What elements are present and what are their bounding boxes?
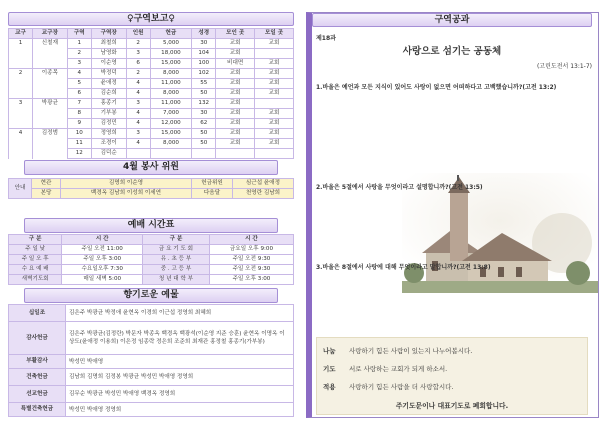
report-cell: 김정범 xyxy=(32,129,67,139)
lesson-number: 제18과 xyxy=(316,35,336,42)
report-header-cell: 구역장 xyxy=(91,29,126,39)
report-cell: 3 xyxy=(126,129,150,139)
report-cell: 3 xyxy=(67,59,91,69)
report-cell: 8,000 xyxy=(150,89,192,99)
offering-value: 김은주 박광균(김정란) 박문자 박종옥 백경옥 백광석(이순영 지준 승훈) 윤현옥 이명옥 이상도(윤애정 이용희) 이은정 임종락 정은희 조준희 최재관 홍정철 홍종기(가부봉) xyxy=(66,322,294,355)
worship-header-row xyxy=(9,235,294,245)
report-cell: 교회 xyxy=(216,109,255,119)
offering-value: 김은주 박광균 박정애 윤현옥 이경희 이근섭 정영희 최혜희 xyxy=(66,305,294,322)
report-cell: 8 xyxy=(67,109,91,119)
report-cell: 7 xyxy=(67,99,91,109)
offering-label: 부활감사 xyxy=(9,355,66,369)
report-cell: 50 xyxy=(192,89,216,99)
worship-cell: 주일 오전 11:00 xyxy=(62,245,143,255)
share-label: 기도 xyxy=(323,365,336,373)
report-cell xyxy=(32,139,67,149)
report-cell: 11 xyxy=(67,139,91,149)
report-cell: 8,000 xyxy=(150,69,192,79)
report-cell xyxy=(32,79,67,89)
report-cell: 정영희 xyxy=(91,129,126,139)
report-header-cell: 인원 xyxy=(126,29,150,39)
report-cell: 8,000 xyxy=(150,139,192,149)
worship-title: 예배 시간표 xyxy=(24,218,278,233)
report-cell: 50 xyxy=(192,129,216,139)
report-cell: 5,000 xyxy=(150,39,192,49)
report-cell: 2 xyxy=(126,69,150,79)
report-cell xyxy=(9,49,33,59)
offering-row xyxy=(9,403,294,417)
report-cell: 교회 xyxy=(255,89,294,99)
worship-row xyxy=(9,255,294,265)
worship-cell: 금 요 기 도 회 xyxy=(143,245,210,255)
report-cell xyxy=(255,99,294,109)
worship-cell: 주일 오전 9:30 xyxy=(209,265,293,275)
worship-cell: 금요일 오후 9:00 xyxy=(209,245,293,255)
offering-row xyxy=(9,355,294,369)
volunteer-cell: 백경옥 김남희 이성희 이세연 xyxy=(61,189,192,199)
report-cell xyxy=(9,109,33,119)
report-cell: 3 xyxy=(126,49,150,59)
worship-cell: 수 요 예 배 xyxy=(9,265,62,275)
report-cell: 4 xyxy=(67,69,91,79)
report-cell: 2 xyxy=(126,39,150,49)
report-cell xyxy=(126,149,150,159)
report-cell: 교회 xyxy=(255,139,294,149)
report-cell xyxy=(32,89,67,99)
report-row xyxy=(9,109,294,119)
report-cell: 김덕순 xyxy=(91,149,126,159)
report-cell: 박광균 xyxy=(32,99,67,109)
report-cell: 교회 xyxy=(255,109,294,119)
lesson-title: 구역공과 xyxy=(312,13,592,27)
report-cell xyxy=(192,149,216,159)
report-cell: 62 xyxy=(192,119,216,129)
report-cell: 1 xyxy=(9,39,33,49)
volunteer-cell: 본당 xyxy=(32,189,61,199)
report-cell: 교회 xyxy=(255,69,294,79)
report-cell: 30 xyxy=(192,109,216,119)
worship-cell: 중 . 고 등 부 xyxy=(143,265,210,275)
report-cell: 104 xyxy=(192,49,216,59)
offering-value: 김남희 김명희 김정봉 박광균 박성민 박애영 정영희 xyxy=(66,369,294,386)
report-cell xyxy=(9,89,33,99)
report-row xyxy=(9,129,294,139)
report-header-cell: 교구 xyxy=(9,29,33,39)
report-row xyxy=(9,59,294,69)
report-cell: 4 xyxy=(126,139,150,149)
report-cell xyxy=(9,119,33,129)
report-cell: 12 xyxy=(67,149,91,159)
report-cell: 김정민 xyxy=(91,119,126,129)
worship-table xyxy=(8,234,294,285)
report-row xyxy=(9,139,294,149)
lesson-heading: 사랑으로 섬기는 공동체 xyxy=(402,46,502,57)
report-cell: 교회 xyxy=(255,59,294,69)
share-box xyxy=(316,337,588,415)
closing-text: 주기도문이나 대표기도로 폐회합니다. xyxy=(395,402,509,410)
worship-cell: 주일 오후 3:00 xyxy=(209,275,293,285)
report-cell: 102 xyxy=(192,69,216,79)
guide-label: 안내 xyxy=(9,179,32,199)
report-cell xyxy=(216,149,255,159)
worship-cell: 청 년 대 학 부 xyxy=(143,275,210,285)
worship-cell: 매일 새벽 5:00 xyxy=(62,275,143,285)
report-header-cell: 구역 xyxy=(67,29,91,39)
report-cell xyxy=(9,149,33,159)
worship-cell: 주일 오후 3:00 xyxy=(62,255,143,265)
report-cell xyxy=(9,139,33,149)
report-cell: 55 xyxy=(192,79,216,89)
offering-value: 박성민 박애영 xyxy=(66,355,294,369)
report-cell: 4 xyxy=(9,129,33,139)
worship-cell: 주 일 낮 xyxy=(9,245,62,255)
report-cell: 이종목 xyxy=(32,69,67,79)
left-panel xyxy=(8,12,294,416)
report-cell xyxy=(9,79,33,89)
offering-row xyxy=(9,322,294,355)
worship-cell: 수요일오후 7:30 xyxy=(62,265,143,275)
report-cell: 교회 xyxy=(216,49,255,59)
report-header-cell: 모일 곳 xyxy=(255,29,294,39)
report-cell: 교회 xyxy=(255,119,294,129)
report-cell: 박정덕 xyxy=(91,69,126,79)
report-cell: 11,000 xyxy=(150,99,192,109)
worship-header-cell: 시 간 xyxy=(62,235,143,245)
report-cell: 15,000 xyxy=(150,59,192,69)
report-cell: 1 xyxy=(67,39,91,49)
report-cell: 132 xyxy=(192,99,216,109)
report-cell: 교회 xyxy=(216,69,255,79)
report-row xyxy=(9,79,294,89)
report-cell: 교회 xyxy=(216,139,255,149)
volunteer-row xyxy=(9,179,294,189)
report-cell xyxy=(32,149,67,159)
report-cell: 비대면 xyxy=(216,59,255,69)
worship-cell: 새벽기도회 xyxy=(9,275,62,285)
question-3: 3.바울은 8절에서 사랑에 대해 무엇이라고 말합니까?(고전 13:8) xyxy=(316,264,491,271)
report-cell: 2 xyxy=(9,69,33,79)
offering-table xyxy=(8,304,294,417)
volunteer-cell: 다음달 xyxy=(192,189,233,199)
lesson-reference: (고린도전서 13:1-7) xyxy=(536,63,592,70)
question-1: 1.바울은 예언과 모든 지식이 있어도 사랑이 없으면 어떠하다고 고백했습니까?(고전 13:2) xyxy=(316,84,557,91)
report-cell: 12,000 xyxy=(150,119,192,129)
volunteer-cell: 심근섭 윤애정 xyxy=(233,179,294,189)
worship-row xyxy=(9,265,294,275)
report-cell: 기부봉 xyxy=(91,109,126,119)
report-cell: 3 xyxy=(9,99,33,109)
report-cell: 18,000 xyxy=(150,49,192,59)
report-cell: 3 xyxy=(126,99,150,109)
report-cell: 100 xyxy=(192,59,216,69)
report-cell: 10 xyxy=(67,129,91,139)
worship-header-cell: 구 분 xyxy=(9,235,62,245)
report-cell: 윤애정 xyxy=(91,79,126,89)
report-cell: 교회 xyxy=(216,79,255,89)
worship-header-cell: 구 분 xyxy=(143,235,210,245)
report-cell: 김순희 xyxy=(91,89,126,99)
report-cell: 교회 xyxy=(216,39,255,49)
report-cell xyxy=(32,109,67,119)
worship-row xyxy=(9,245,294,255)
report-cell: 신철재 xyxy=(32,39,67,49)
question-2: 2.바울은 5절에서 사랑을 무엇이라고 설명합니까?(고전 13:5) xyxy=(316,184,483,191)
report-cell: 조경이 xyxy=(91,139,126,149)
volunteer-cell: 헌금위원 xyxy=(192,179,233,189)
worship-header-cell: 시 간 xyxy=(209,235,293,245)
report-row xyxy=(9,119,294,129)
report-cell: 9 xyxy=(67,119,91,129)
report-cell: 50 xyxy=(192,139,216,149)
report-cell: 4 xyxy=(126,89,150,99)
worship-cell: 유 . 초 등 부 xyxy=(143,255,210,265)
share-label: 적용 xyxy=(323,383,336,391)
volunteer-cell: 천영란 김남희 xyxy=(233,189,294,199)
worship-row xyxy=(9,275,294,285)
report-cell: 교회 xyxy=(216,89,255,99)
report-cell: 홍종기 xyxy=(91,99,126,109)
report-cell: 2 xyxy=(67,49,91,59)
share-text: 사랑하기 힘든 사람을 더 사랑합시다. xyxy=(349,383,454,391)
offering-label: 감사헌금 xyxy=(9,322,66,355)
report-cell: 4 xyxy=(126,119,150,129)
report-cell: 5 xyxy=(67,79,91,89)
report-row xyxy=(9,49,294,59)
report-row xyxy=(9,39,294,49)
report-header-row xyxy=(9,29,294,39)
report-row xyxy=(9,99,294,109)
report-cell xyxy=(32,49,67,59)
report-cell: 교회 xyxy=(216,119,255,129)
right-panel xyxy=(306,12,599,418)
report-header-cell: 헌금 xyxy=(150,29,192,39)
offering-label: 선교헌금 xyxy=(9,386,66,403)
volunteers-title: 4월 봉사 위원 xyxy=(24,160,278,175)
volunteers-table xyxy=(8,178,294,199)
report-cell: 4 xyxy=(126,109,150,119)
share-text: 사랑하기 힘든 사람이 있는지 나누어봅시다. xyxy=(349,347,473,355)
report-table xyxy=(8,28,294,159)
report-row xyxy=(9,149,294,159)
report-header-cell: 성경 xyxy=(192,29,216,39)
offering-label: 특별건축헌금 xyxy=(9,403,66,417)
offering-title: 향기로운 예물 xyxy=(24,288,278,303)
volunteer-cell: 김명희 이순영 xyxy=(61,179,192,189)
report-cell: 남영화 xyxy=(91,49,126,59)
report-row xyxy=(9,69,294,79)
report-row xyxy=(9,89,294,99)
report-cell: 30 xyxy=(192,39,216,49)
share-label: 나눔 xyxy=(323,347,336,355)
offering-row xyxy=(9,386,294,403)
report-cell: 교회 xyxy=(255,129,294,139)
report-cell: 6 xyxy=(67,89,91,99)
report-cell: 이순영 xyxy=(91,59,126,69)
report-cell: 교회 xyxy=(216,129,255,139)
report-cell: 교회 xyxy=(255,79,294,89)
report-cell: 교회 xyxy=(216,99,255,109)
report-cell: 교회 xyxy=(255,39,294,49)
report-cell: 최철희 xyxy=(91,39,126,49)
offering-row xyxy=(9,305,294,322)
worship-cell: 주일 오전 9:30 xyxy=(209,255,293,265)
offering-value: 박성민 박애영 정영희 xyxy=(66,403,294,417)
report-cell: 4 xyxy=(126,79,150,89)
report-cell: 11,000 xyxy=(150,79,192,89)
report-cell xyxy=(150,149,192,159)
report-cell xyxy=(32,59,67,69)
offering-row xyxy=(9,369,294,386)
report-header-cell: 모인 곳 xyxy=(216,29,255,39)
report-cell xyxy=(9,59,33,69)
report-cell: 6 xyxy=(126,59,150,69)
report-cell xyxy=(255,49,294,59)
worship-cell: 주 일 오 후 xyxy=(9,255,62,265)
offering-label: 십일조 xyxy=(9,305,66,322)
report-cell: 7,000 xyxy=(150,109,192,119)
share-text: 서로 사랑하는 교회가 되게 하소서. xyxy=(349,365,448,373)
report-title: ♀구역보고♀ xyxy=(8,12,294,26)
volunteer-cell: 현관 xyxy=(32,179,61,189)
report-cell xyxy=(255,149,294,159)
report-cell xyxy=(32,119,67,129)
volunteer-row xyxy=(9,189,294,199)
offering-label: 건축헌금 xyxy=(9,369,66,386)
report-header-cell: 교구장 xyxy=(32,29,67,39)
offering-value: 김무순 박광균 박성민 박애영 백경옥 정영희 xyxy=(66,386,294,403)
report-cell: 15,000 xyxy=(150,129,192,139)
